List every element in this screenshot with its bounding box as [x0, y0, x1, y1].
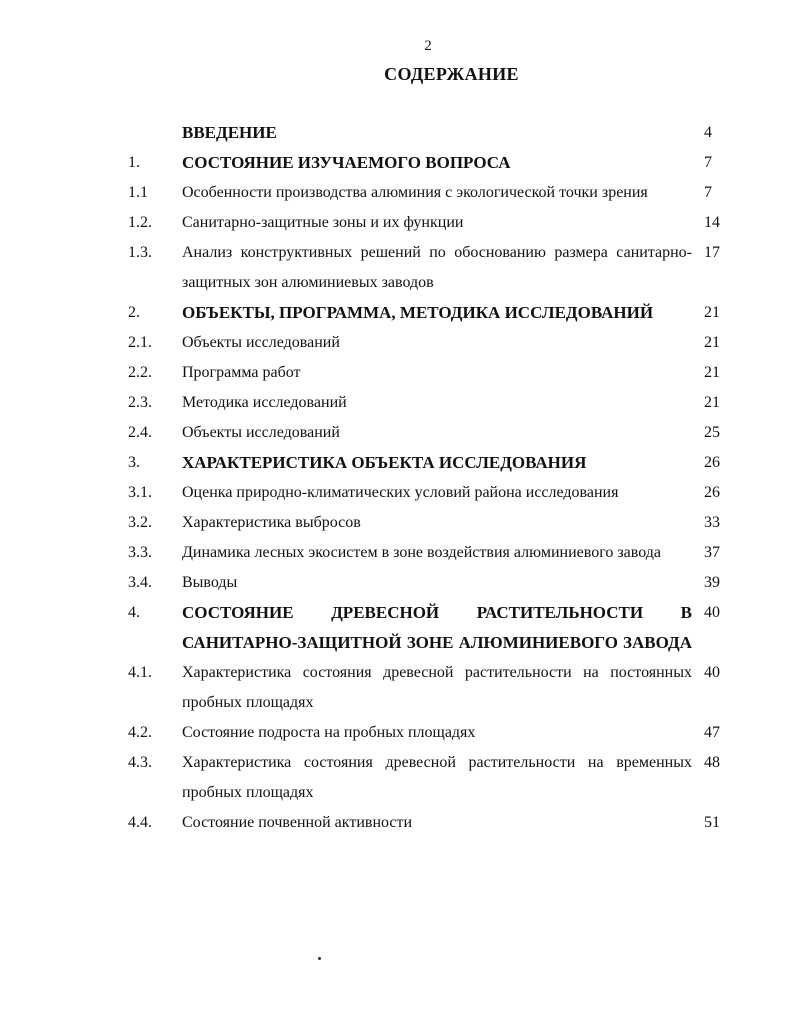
- toc-entry[interactable]: [0, 388, 793, 418]
- entry-title: Динамика лесных экосистем в зоне воздействия алюминиевого завода: [182, 544, 662, 561]
- entry-number: 2.: [128, 304, 140, 321]
- entry-number: 4.3.: [128, 754, 152, 771]
- entry-title: Особенности производства алюминия с экологической точки зрения: [182, 184, 648, 201]
- entry-title: Состояние подроста на пробных площадях: [182, 724, 476, 741]
- entry-number: 2.3.: [128, 394, 152, 411]
- entry-title: Методика исследований: [182, 394, 347, 411]
- entry-number: 2.1.: [128, 334, 152, 351]
- entry-title: Состояние почвенной активности: [182, 814, 413, 831]
- entry-page: 39: [704, 574, 720, 591]
- toc-entry[interactable]: [0, 298, 793, 328]
- entry-page: 4: [704, 124, 712, 141]
- toc-entry[interactable]: [0, 418, 793, 448]
- entry-page: 21: [704, 394, 720, 411]
- entry-title: СОСТОЯНИЕ ИЗУЧАЕМОГО ВОПРОСА: [182, 153, 511, 172]
- entry-page: 47: [704, 724, 720, 741]
- entry-number: 1.2.: [128, 214, 152, 231]
- entry-number: 4.1.: [128, 664, 152, 681]
- toc-entry[interactable]: [0, 478, 793, 508]
- toc-entry[interactable]: [0, 808, 793, 838]
- toc-entry[interactable]: [0, 358, 793, 388]
- toc-entry[interactable]: [0, 598, 793, 658]
- entry-number: 4.4.: [128, 814, 152, 831]
- entry-title: Характеристика выбросов: [182, 514, 361, 531]
- entry-number: 1.3.: [128, 244, 152, 261]
- toc-entry[interactable]: [0, 568, 793, 598]
- entry-page: 37: [704, 544, 720, 561]
- toc-entry[interactable]: [0, 178, 793, 208]
- toc-entry[interactable]: [0, 748, 793, 808]
- entry-title: Характеристика состояния древесной растительности на постоянных пробных площадях: [182, 664, 692, 711]
- toc-entry[interactable]: [0, 448, 793, 478]
- entry-page: 14: [704, 214, 720, 231]
- toc-entry[interactable]: [0, 328, 793, 358]
- entry-title: ВВЕДЕНИЕ: [182, 123, 277, 142]
- entry-page: 40: [704, 664, 720, 681]
- entry-page: 7: [704, 184, 712, 201]
- entry-page: 48: [704, 754, 720, 771]
- entry-page: 21: [704, 334, 720, 351]
- toc-entry[interactable]: [0, 538, 793, 568]
- entry-number: 3.: [128, 454, 140, 471]
- entry-title: Объекты исследований: [182, 424, 340, 441]
- entry-number: 3.4.: [128, 574, 152, 591]
- entry-page: 40: [704, 604, 720, 621]
- toc-entry[interactable]: [0, 148, 793, 178]
- entry-number: 3.3.: [128, 544, 152, 561]
- entry-page: 51: [704, 814, 720, 831]
- entry-title: ОБЪЕКТЫ, ПРОГРАММА, МЕТОДИКА ИССЛЕДОВАНИЙ: [182, 303, 654, 322]
- entry-title: Объекты исследований: [182, 334, 340, 351]
- table-of-contents: [0, 118, 793, 838]
- entry-number: 4.2.: [128, 724, 152, 741]
- entry-title: Выводы: [182, 574, 238, 591]
- entry-number: 2.2.: [128, 364, 152, 381]
- entry-number: 3.2.: [128, 514, 152, 531]
- entry-page: 7: [704, 154, 712, 171]
- toc-entry[interactable]: [0, 238, 793, 298]
- entry-page: 21: [704, 304, 720, 321]
- entry-title: ХАРАКТЕРИСТИКА ОБЪЕКТА ИССЛЕДОВАНИЯ: [182, 453, 587, 472]
- entry-title: СОСТОЯНИЕ ДРЕВЕСНОЙ РАСТИТЕЛЬНОСТИ В САНИТАРНО-ЗАЩИТНОЙ ЗОНЕ АЛЮМИНИЕВОГО ЗАВОДА: [182, 603, 692, 652]
- entry-page: 26: [704, 484, 720, 501]
- entry-number: 4.: [128, 604, 140, 621]
- scan-dot: [318, 957, 321, 960]
- toc-entry[interactable]: [0, 718, 793, 748]
- entry-number: 2.4.: [128, 424, 152, 441]
- entry-title: Характеристика состояния древесной растительности на временных пробных площадях: [182, 754, 692, 801]
- page-number: 2: [424, 38, 432, 54]
- entry-title: Анализ конструктивных решений по обоснованию размера санитарно-защитных зон алюминиевых заводов: [182, 244, 692, 291]
- entry-number: 1.: [128, 154, 140, 171]
- toc-entry[interactable]: [0, 508, 793, 538]
- entry-page: 21: [704, 364, 720, 381]
- entry-page: 26: [704, 454, 720, 471]
- entry-page: 33: [704, 514, 720, 531]
- toc-entry[interactable]: [0, 208, 793, 238]
- toc-entry[interactable]: [0, 118, 793, 148]
- entry-title: Оценка природно-климатических условий района исследования: [182, 484, 619, 501]
- entry-page: 17: [704, 244, 720, 261]
- entry-page: 25: [704, 424, 720, 441]
- entry-title: Санитарно-защитные зоны и их функции: [182, 214, 464, 231]
- entry-number: 3.1.: [128, 484, 152, 501]
- entry-number: 1.1: [128, 184, 148, 201]
- toc-entry[interactable]: [0, 658, 793, 718]
- entry-title: Программа работ: [182, 364, 301, 381]
- page-title: СОДЕРЖАНИЕ: [384, 64, 519, 84]
